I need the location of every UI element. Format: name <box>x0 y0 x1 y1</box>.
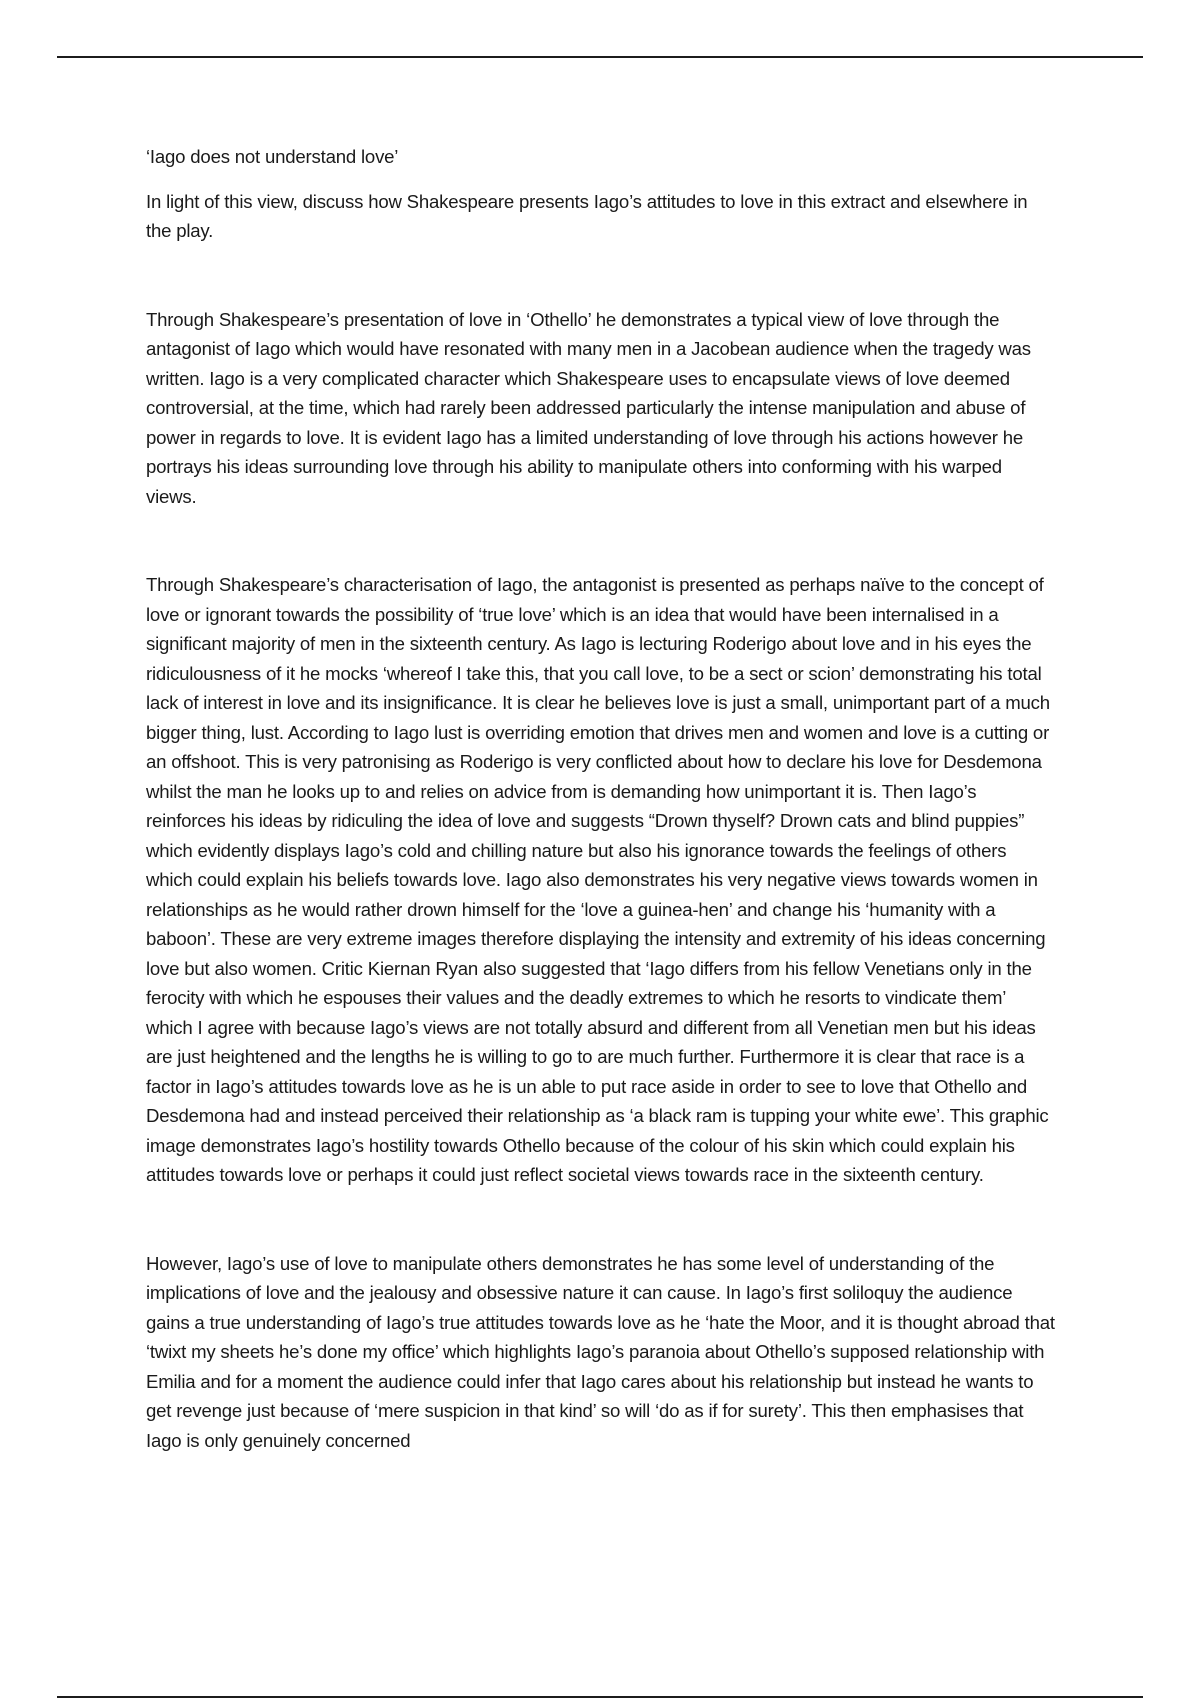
top-rule <box>57 56 1143 58</box>
document-body <box>146 142 1056 1455</box>
essay-question: In light of this view, discuss how Shakespeare presents Iago’s attitudes to love in this extract and elsewhere in the play. <box>146 190 1028 241</box>
essay-title-quote: ‘Iago does not understand love’ <box>146 146 399 167</box>
bottom-rule <box>57 1696 1143 1698</box>
paragraph-2: Through Shakespeare’s characterisation of Iago, the antagonist is presented as perhaps naïve to the concept of love or ignorant towards the possibility of ‘true love’ which is an idea that would have been internalised in a significant majority of men in the sixteenth century. As Iago is lecturing Roderigo about love and in his eyes the ridiculousness of it he mocks ‘whereof I take this, that you call love, to be a sect or scion’ demonstrating his total lack of interest in love and its insignificance. It is clear he believes love is just a small, unimportant part of a much bigger thing, lust. According to Iago lust is overriding emotion that drives men and women and love is a cutting or an offshoot. This is very patronising as Roderigo is very conflicted about how to declare his love for Desdemona whilst the man he looks up to and relies on advice from is demanding how unimportant it is. Then Iago’s reinforces his ideas by ridiculing the idea of love and suggests “Drown thyself? Drown cats and blind puppies” which evidently displays Iago’s cold and chilling nature but also his ignorance towards the feelings of others which could explain his beliefs towards love. Iago also demonstrates his very negative views towards women in relationships as he would rather drown himself for the ‘love a guinea-hen’ and change his ‘humanity with a baboon’. These are very extreme images therefore displaying the intensity and extremity of his ideas concerning love but also women. Critic Kiernan Ryan also suggested that ‘Iago differs from his fellow Venetians only in the ferocity with which he espouses their values and the deadly extremes to which he resorts to vindicate them’ which I agree with because Iago’s views are not totally absurd and different from all Venetian men but his ideas are just heightened and the lengths he is willing to go to are much further. Furthermore it is clear that race is a factor in Iago’s attitudes towards love as he is un able to put race aside in order to see to love that Othello and Desdemona had and instead perceived their relationship as ‘a black ram is tupping your white ewe’. This graphic image demonstrates Iago’s hostility towards Othello because of the colour of his skin which could explain his attitudes towards love or perhaps it could just reflect societal views towards race in the sixteenth century. <box>146 574 1050 1185</box>
paragraph-3: However, Iago’s use of love to manipulate others demonstrates he has some level of understanding of the implications of love and the jealousy and obsessive nature it can cause. In Iago’s first soliloquy the audience gains a true understanding of Iago’s true attitudes towards love as he ‘hate the Moor, and it is thought abroad that ‘twixt my sheets he’s done my office’ which highlights Iago’s paranoia about Othello’s supposed relationship with Emilia and for a moment the audience could infer that Iago cares about his relationship but instead he wants to get revenge just because of ‘mere suspicion in that kind’ so will ‘do as if for surety’. This then emphasises that Iago is only genuinely concerned <box>146 1252 1055 1451</box>
paragraph-1: Through Shakespeare’s presentation of love in ‘Othello’ he demonstrates a typical view of love through the antagonist of Iago which would have resonated with many men in a Jacobean audience when the tragedy was written. Iago is a very complicated character which Shakespeare uses to encapsulate views of love deemed controversial, at the time, which had rarely been addressed particularly the intense manipulation and abuse of power in regards to love. It is evident Iago has a limited understanding of love through his actions however he portrays his ideas surrounding love through his ability to manipulate others into conforming with his warped views. <box>146 308 1031 507</box>
